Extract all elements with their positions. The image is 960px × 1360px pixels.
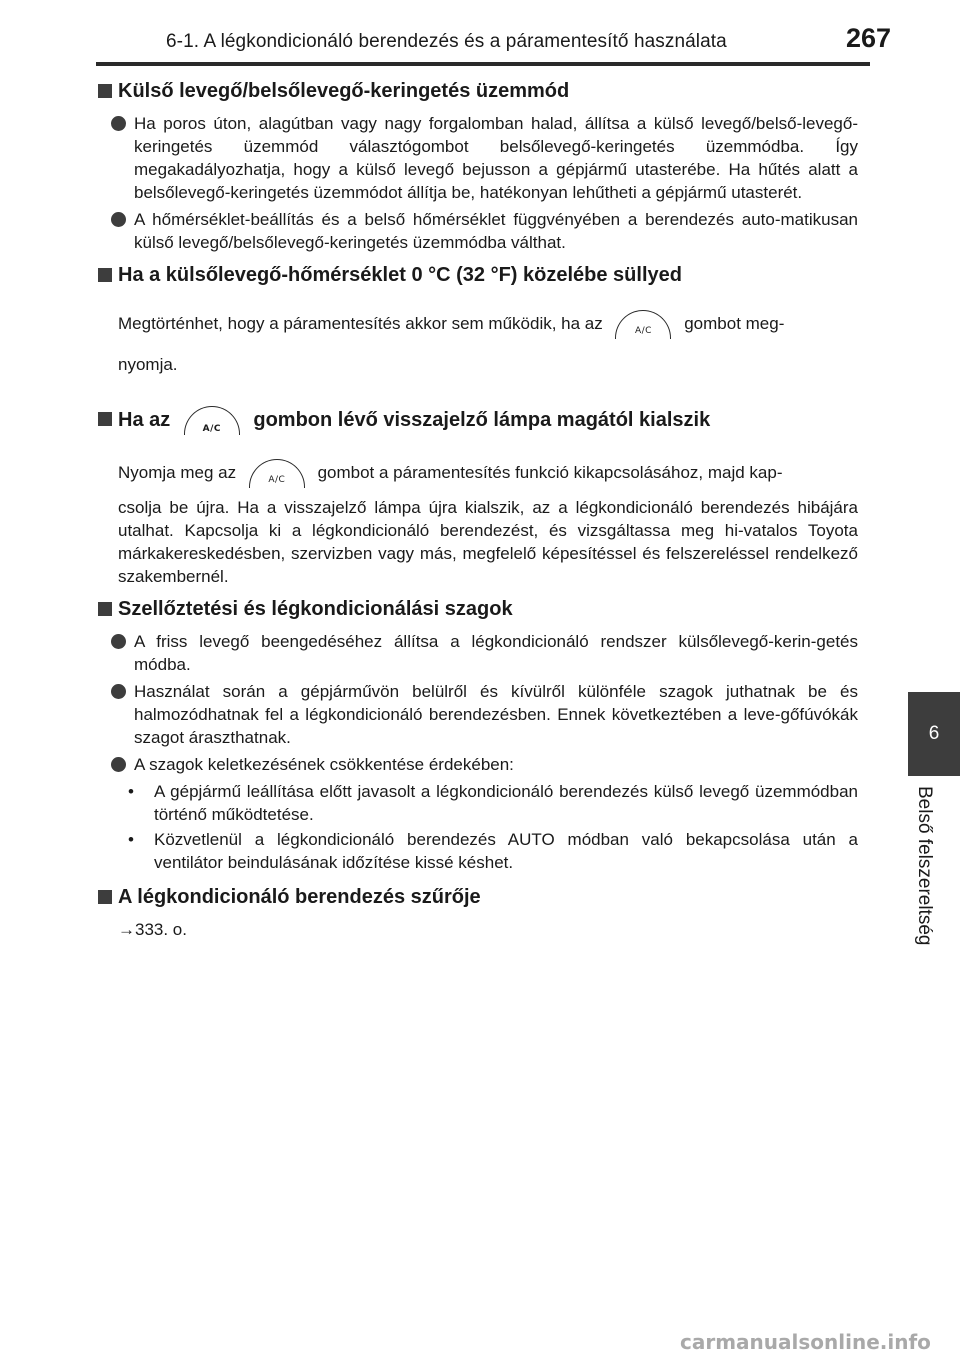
page-number: 267 (846, 23, 892, 53)
round-bullet-icon (111, 116, 126, 131)
list-item: A szagok keletkezésének csökkentése érdekében: (98, 753, 858, 776)
list-item: A friss levegő beengedéséhez állítsa a légkondicionáló rendszer külsőlevegő-kerin-getés módba. (98, 630, 858, 676)
square-bullet-icon (98, 84, 112, 98)
chapter-title: 6-1. A légkondicionáló berendezés és a páramentesítő használata (166, 31, 727, 52)
page-header (0, 0, 960, 70)
sub-bullet-marker: • (128, 782, 134, 801)
list-item: Használat során a gépjárművön belülről és kívülről különféle szagok juthatnak be és halmozódhatnak fel a légkondicionáló berendezésben. Ennek következtében a leve-gőfúvókák szagot áraszthatnak. (98, 680, 858, 749)
chapter-tab: 6 (908, 692, 960, 776)
page-content (98, 78, 858, 941)
sub-bullet-marker: • (128, 830, 134, 849)
round-bullet-icon (111, 757, 126, 772)
round-bullet-icon (111, 684, 126, 699)
square-bullet-icon (98, 412, 112, 426)
square-bullet-icon (98, 602, 112, 616)
sub-list-item: • Közvetlenül a légkondicionáló berendezés AUTO módban való bekapcsolása után a ventilátor beindulásának időzítése kissé késhet. (128, 830, 858, 872)
section-heading: Ha a külsőlevegő-hőmérséklet 0 °C (32 °F) közelébe süllyed (98, 262, 858, 288)
page-reference: →333. o. (118, 920, 187, 939)
header-rule (96, 62, 870, 66)
ac-button-icon: A/C (615, 310, 671, 339)
sub-list-item: • A gépjármű leállítása előtt javasolt a légkondicionáló berendezés külső levegő üzemmódban történő működtetése. (128, 782, 858, 824)
round-bullet-icon (111, 634, 126, 649)
ac-button-icon: A/C (184, 406, 240, 435)
list-item: Ha poros úton, alagútban vagy nagy forgalomban halad, állítsa a külső levegő/belső-levegő-keringetés üzemmód választógombot belsőlevegő-keringetés üzemmódba. Így megakadályozhatja, hogy a külső levegő bejusson a gépjármű utasterébe. Ha hűtés alatt a belsőlevegő-keringetés üzemmódot állítja be, hatékonyan lehűtheti a gépjármű utasterét. (98, 112, 858, 204)
chapter-tab-label: Belső felszereltség (914, 786, 935, 946)
list-item: A hőmérséklet-beállítás és a belső hőmérséklet függvényében a berendezés auto-matikusan külső levegő/belsőlevegő-keringetés üzemmódba válthat. (98, 208, 858, 254)
section-heading: Ha az A/C gombon lévő visszajelző lámpa magától kialszik (98, 406, 858, 435)
paragraph: nyomja. (118, 355, 178, 374)
square-bullet-icon (98, 890, 112, 904)
watermark: carmanualsonline.info (680, 1330, 931, 1354)
square-bullet-icon (98, 268, 112, 282)
paragraph: Megtörténhet, hogy a páramentesítés akkor sem működik, ha az A/C gombot meg- (98, 310, 858, 339)
ac-button-icon: A/C (249, 459, 305, 488)
paragraph: Nyomja meg az A/C gombot a páramentesítés funkció kikapcsolásához, majd kap- (98, 459, 858, 488)
paragraph: csolja be újra. Ha a visszajelző lámpa újra kialszik, az a légkondicionáló berendezés hibájára utalhat. Kapcsolja ki a légkondicionáló berendezést, és vizsgáltassa meg hi-vatalos Toyota márkakereskedésben, szervizben vagy más, megfelelő képesítéssel és felszereléssel rendelkező szakembernél. (118, 498, 858, 586)
section-heading: A légkondicionáló berendezés szűrője (98, 884, 858, 910)
section-heading: Külső levegő/belsőlevegő-keringetés üzemmód (98, 78, 858, 104)
section-heading: Szellőztetési és légkondicionálási szagok (98, 596, 858, 622)
round-bullet-icon (111, 212, 126, 227)
